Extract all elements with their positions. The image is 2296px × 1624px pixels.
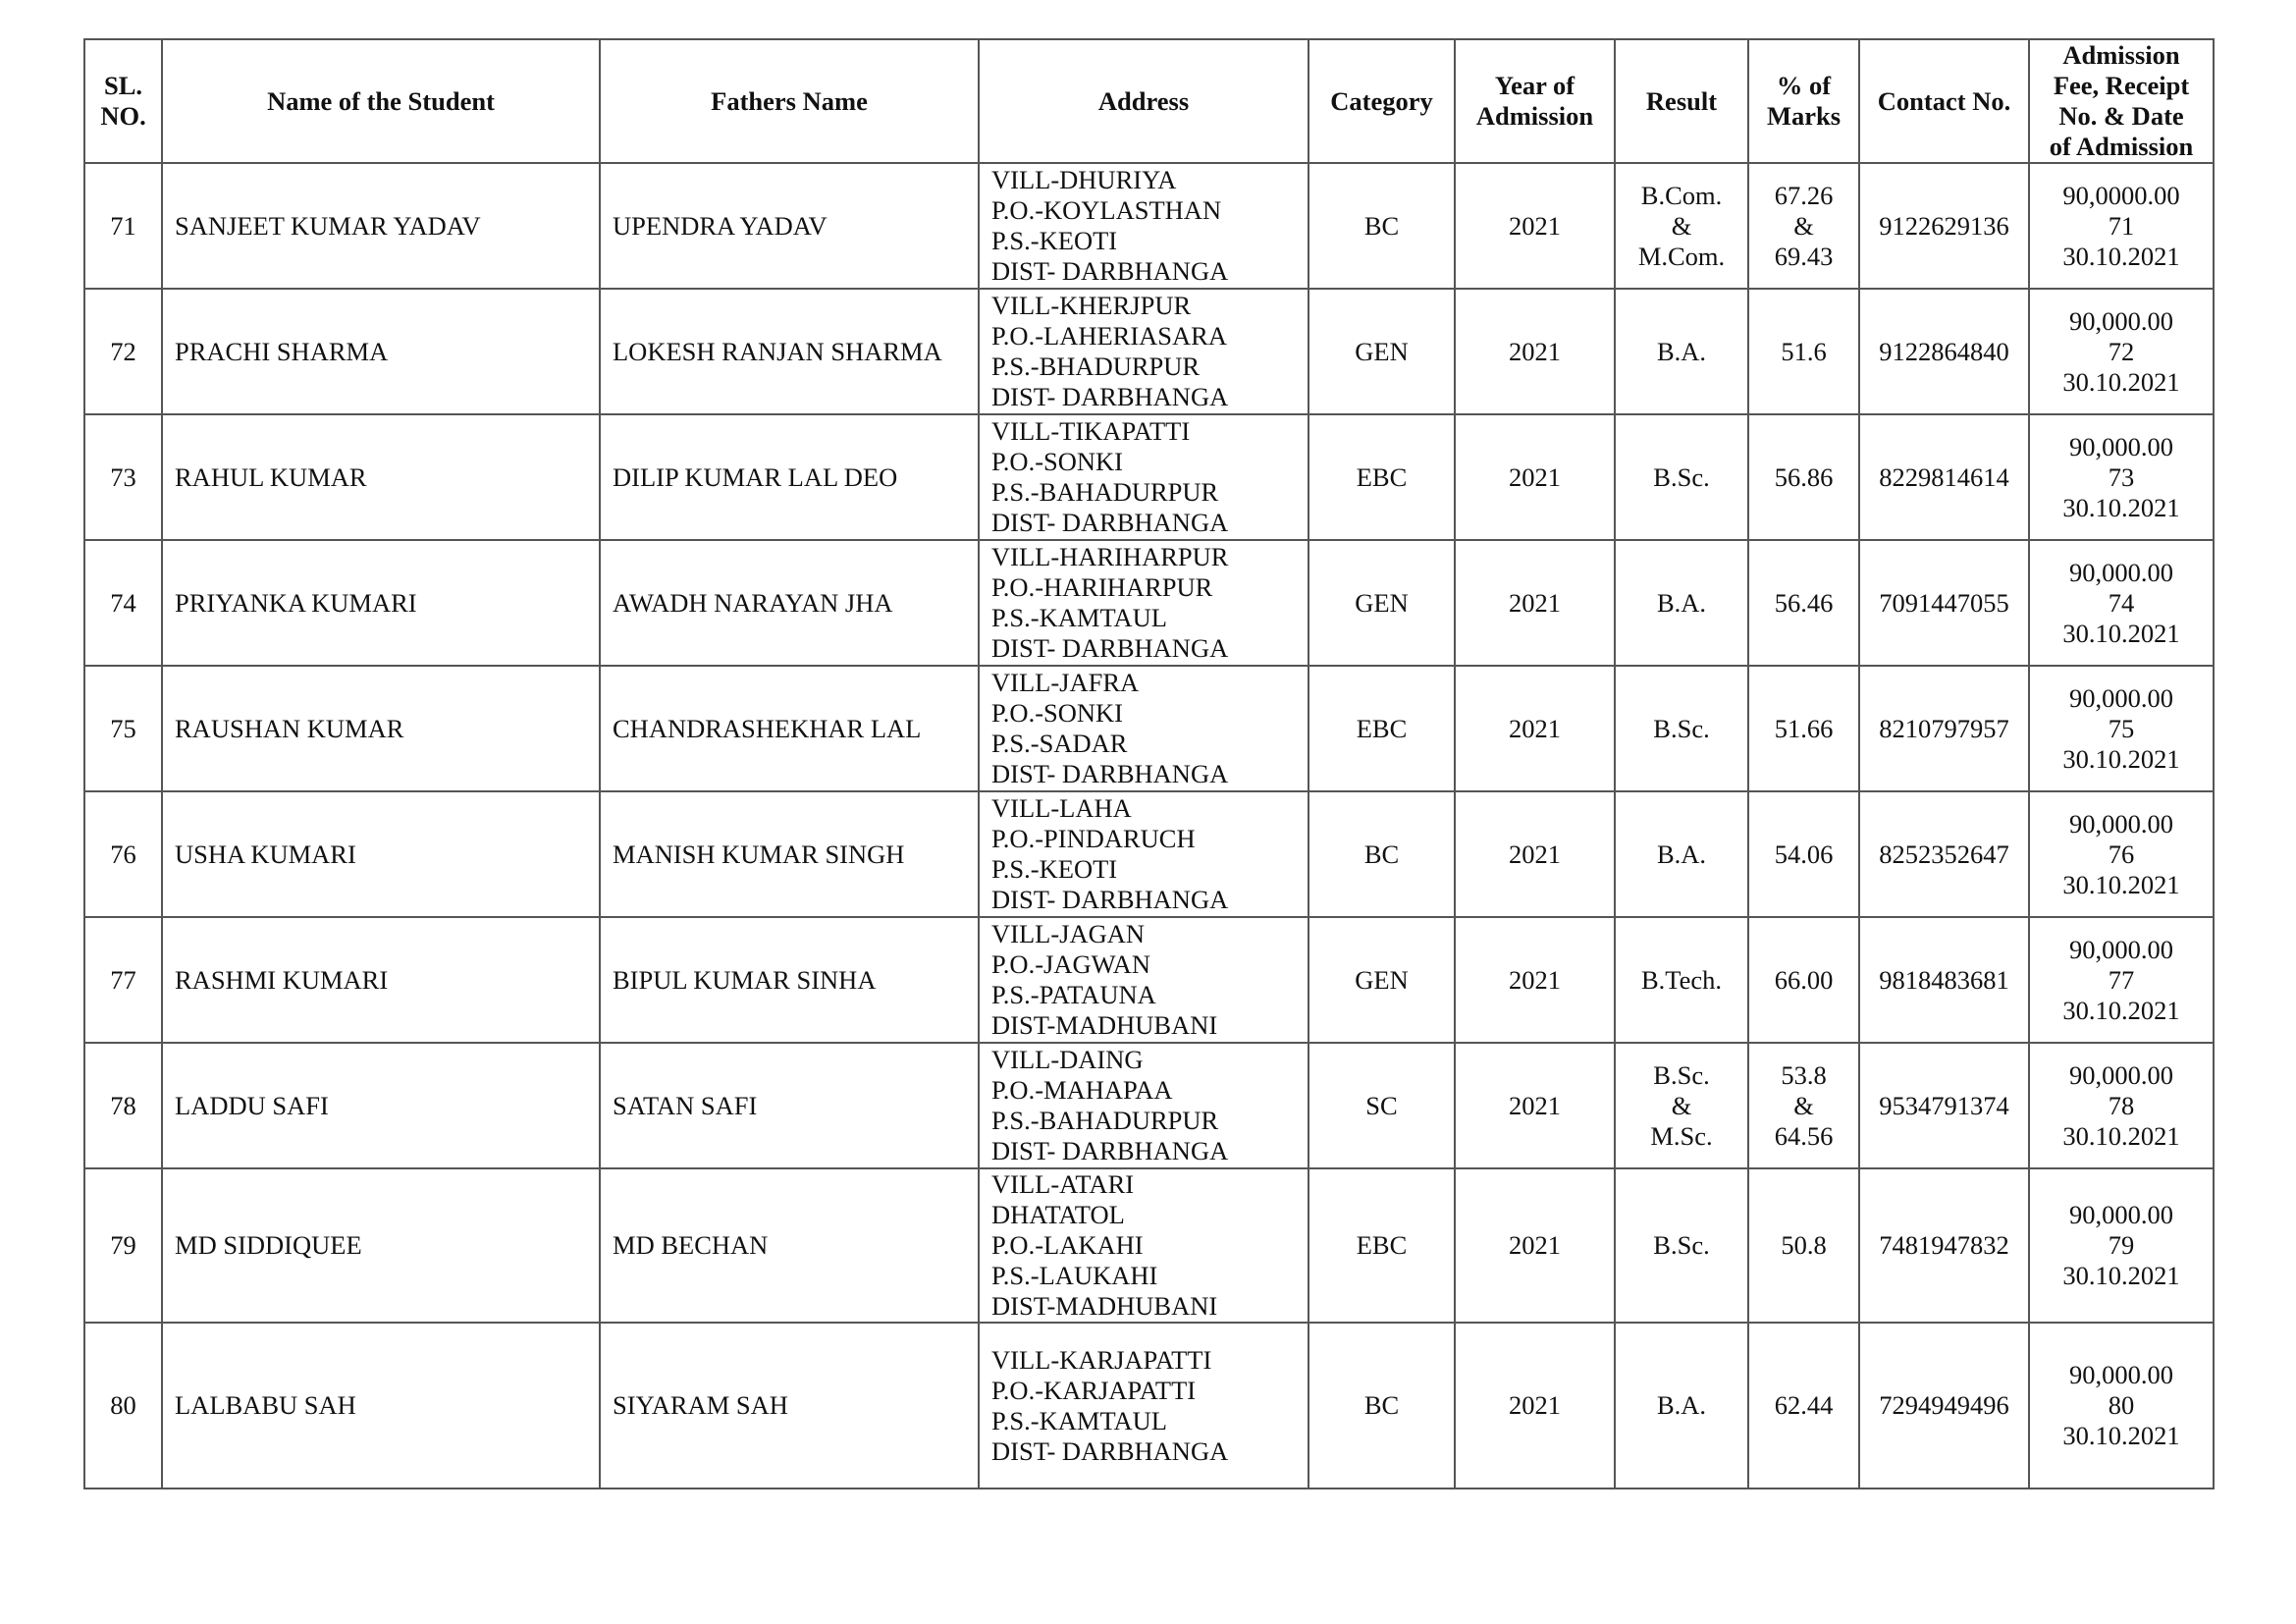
father-name-cell: SATAN SAFI (600, 1043, 979, 1168)
contact-cell: 7091447055 (1859, 540, 2029, 666)
result-cell (1615, 917, 1748, 1043)
father-name-cell: UPENDRA YADAV (600, 163, 979, 289)
category-cell: GEN (1308, 289, 1455, 414)
cell-line: P.O.-KARJAPATTI (991, 1375, 1197, 1405)
cell-line: B.Sc. (1653, 461, 1710, 492)
cell-line: 62.44 (1774, 1390, 1834, 1420)
student-name-cell: RAUSHAN KUMAR (162, 666, 600, 791)
header-line: Fee, Receipt (2053, 71, 2190, 100)
year-cell: 2021 (1455, 414, 1615, 540)
cell-line: DIST- DARBHANGA (991, 1136, 1229, 1165)
cell-line: B.Tech. (1640, 964, 1723, 995)
category-cell: EBC (1308, 666, 1455, 791)
fee-cell (2029, 289, 2214, 414)
result-cell (1615, 289, 1748, 414)
fee-cell (2029, 791, 2214, 917)
cell-line: VILL-JAFRA (991, 668, 1140, 697)
category-cell: EBC (1308, 414, 1455, 540)
address-cell (979, 414, 1308, 540)
fee-cell (2029, 414, 2214, 540)
cell-line: B.Sc. (1653, 1059, 1710, 1090)
cell-line: 56.86 (1774, 461, 1834, 492)
cell-line: B.A. (1656, 839, 1707, 869)
father-name-cell: AWADH NARAYAN JHA (600, 540, 979, 666)
contact-cell: 8229814614 (1859, 414, 2029, 540)
sl-no-cell: 73 (84, 414, 162, 540)
address-cell (979, 289, 1308, 414)
cell-line: 90,000.00 (2069, 934, 2173, 964)
father-name-cell: MD BECHAN (600, 1168, 979, 1323)
cell-line: 90,000.00 (2069, 1360, 2173, 1389)
cell-line: DIST-MADHUBANI (991, 1291, 1218, 1321)
admission-table (83, 38, 2215, 1489)
cell-line: 90,000.00 (2069, 1059, 2173, 1090)
address-cell (979, 791, 1308, 917)
header-category: Category (1308, 39, 1455, 163)
cell-line: 50.8 (1781, 1230, 1827, 1260)
cell-line: P.S.-KAMTAUL (991, 1405, 1167, 1435)
cell-line: DIST- DARBHANGA (991, 633, 1229, 663)
header-line: Admission (2062, 40, 2180, 70)
category-cell: EBC (1308, 1168, 1455, 1323)
header-student-name: Name of the Student (162, 39, 600, 163)
cell-line: 30.10.2021 (2062, 366, 2180, 397)
cell-line: P.S.-KAMTAUL (991, 603, 1167, 632)
cell-line: P.S.-SADAR (991, 729, 1128, 758)
cell-line: 73 (2108, 461, 2135, 492)
sl-no-cell: 80 (84, 1323, 162, 1489)
sl-no-cell: 72 (84, 289, 162, 414)
header-line: NO. (100, 101, 146, 131)
result-cell (1615, 1323, 1748, 1489)
fee-cell (2029, 917, 2214, 1043)
fee-cell (2029, 666, 2214, 791)
fee-cell (2029, 163, 2214, 289)
header-line: No. & Date (2058, 101, 2184, 131)
cell-line: VILL-JAGAN (991, 919, 1146, 948)
address-cell (979, 163, 1308, 289)
cell-line: B.Sc. (1653, 713, 1710, 743)
cell-line: 30.10.2021 (2062, 492, 2180, 522)
cell-line: 51.6 (1781, 336, 1827, 366)
address-cell (979, 1168, 1308, 1323)
contact-cell: 7481947832 (1859, 1168, 2029, 1323)
header-address: Address (979, 39, 1308, 163)
cell-line: 30.10.2021 (2062, 869, 2180, 899)
father-name-cell: DILIP KUMAR LAL DEO (600, 414, 979, 540)
table-row (84, 1043, 2214, 1168)
sl-no-cell: 78 (84, 1043, 162, 1168)
cell-line: P.O.-LAHERIASARA (991, 321, 1227, 351)
cell-line: P.S.-BAHADURPUR (991, 477, 1219, 507)
contact-cell: 9534791374 (1859, 1043, 2029, 1168)
cell-line: P.S.-KEOTI (991, 226, 1118, 255)
cell-line: P.O.-KOYLASTHAN (991, 195, 1222, 225)
cell-line: 80 (2108, 1390, 2135, 1420)
cell-line: B.A. (1656, 336, 1707, 366)
cell-line: DHATATOL (991, 1200, 1125, 1229)
fee-cell (2029, 1043, 2214, 1168)
cell-line: VILL-TIKAPATTI (991, 416, 1191, 446)
sl-no-cell: 76 (84, 791, 162, 917)
cell-line: P.O.-PINDARUCH (991, 824, 1196, 853)
contact-cell: 8210797957 (1859, 666, 2029, 791)
cell-line: B.Com. (1640, 180, 1723, 210)
cell-line: 74 (2108, 587, 2135, 618)
cell-line: 77 (2108, 964, 2135, 995)
marks-cell (1748, 163, 1859, 289)
header-result: Result (1615, 39, 1748, 163)
cell-line: & (1793, 1090, 1814, 1120)
father-name-cell: CHANDRASHEKHAR LAL (600, 666, 979, 791)
header-line: % of (1776, 71, 1832, 100)
table-row (84, 666, 2214, 791)
address-cell (979, 917, 1308, 1043)
year-cell: 2021 (1455, 540, 1615, 666)
header-line: SL. (103, 71, 143, 100)
cell-line: VILL-ATARI (991, 1169, 1135, 1199)
result-cell (1615, 540, 1748, 666)
year-cell: 2021 (1455, 666, 1615, 791)
cell-line: 30.10.2021 (2062, 743, 2180, 774)
father-name-cell: LOKESH RANJAN SHARMA (600, 289, 979, 414)
header-row (84, 39, 2214, 163)
year-cell: 2021 (1455, 917, 1615, 1043)
year-cell: 2021 (1455, 1323, 1615, 1489)
cell-line: 30.10.2021 (2062, 1261, 2180, 1290)
cell-line: 90,000.00 (2069, 557, 2173, 587)
cell-line: P.O.-SONKI (991, 447, 1123, 476)
student-name-cell: PRIYANKA KUMARI (162, 540, 600, 666)
result-cell (1615, 791, 1748, 917)
result-cell (1615, 414, 1748, 540)
cell-line: 72 (2108, 336, 2135, 366)
result-cell (1615, 1168, 1748, 1323)
result-cell (1615, 666, 1748, 791)
cell-line: DIST- DARBHANGA (991, 1435, 1229, 1466)
marks-cell (1748, 1323, 1859, 1489)
contact-cell: 9122864840 (1859, 289, 2029, 414)
cell-line: 64.56 (1774, 1120, 1834, 1151)
sl-no-cell: 79 (84, 1168, 162, 1323)
category-cell: BC (1308, 1323, 1455, 1489)
cell-line: & (1793, 210, 1814, 241)
cell-line: P.O.-MAHAPAA (991, 1075, 1173, 1105)
marks-cell (1748, 791, 1859, 917)
marks-cell (1748, 1168, 1859, 1323)
cell-line: 30.10.2021 (2062, 995, 2180, 1025)
cell-line: 53.8 (1781, 1059, 1827, 1090)
fee-cell (2029, 1323, 2214, 1489)
table-row (84, 289, 2214, 414)
year-cell: 2021 (1455, 791, 1615, 917)
cell-line: 79 (2108, 1230, 2135, 1260)
cell-line: 90,0000.00 (2062, 180, 2180, 210)
cell-line: DIST- DARBHANGA (991, 256, 1229, 286)
cell-line: 66.00 (1774, 964, 1834, 995)
cell-line: P.S.-BAHADURPUR (991, 1106, 1219, 1135)
student-name-cell: LALBABU SAH (162, 1323, 600, 1489)
header-sl-no (84, 39, 162, 163)
cell-line: 76 (2108, 839, 2135, 869)
cell-line: M.Com. (1637, 241, 1726, 271)
student-name-cell: RAHUL KUMAR (162, 414, 600, 540)
table-row (84, 1323, 2214, 1489)
cell-line: 90,000.00 (2069, 682, 2173, 713)
category-cell: BC (1308, 791, 1455, 917)
cell-line: 30.10.2021 (2062, 241, 2180, 271)
cell-line: P.S.-KEOTI (991, 854, 1118, 884)
contact-cell: 7294949496 (1859, 1323, 2029, 1489)
address-cell (979, 1043, 1308, 1168)
contact-cell: 8252352647 (1859, 791, 2029, 917)
student-name-cell: LADDU SAFI (162, 1043, 600, 1168)
year-cell: 2021 (1455, 1043, 1615, 1168)
cell-line: DIST- DARBHANGA (991, 885, 1229, 914)
cell-line: 54.06 (1774, 839, 1834, 869)
cell-line: DIST- DARBHANGA (991, 508, 1229, 537)
table-row (84, 917, 2214, 1043)
sl-no-cell: 77 (84, 917, 162, 1043)
cell-line: VILL-KARJAPATTI (991, 1344, 1212, 1375)
contact-cell: 9818483681 (1859, 917, 2029, 1043)
category-cell: GEN (1308, 917, 1455, 1043)
cell-line: 90,000.00 (2069, 1200, 2173, 1229)
cell-line: VILL-DAING (991, 1045, 1144, 1074)
father-name-cell: MANISH KUMAR SINGH (600, 791, 979, 917)
category-cell: BC (1308, 163, 1455, 289)
sl-no-cell: 74 (84, 540, 162, 666)
category-cell: SC (1308, 1043, 1455, 1168)
header-fee (2029, 39, 2214, 163)
cell-line: 30.10.2021 (2062, 1120, 2180, 1151)
marks-cell (1748, 666, 1859, 791)
cell-line: 30.10.2021 (2062, 1421, 2180, 1450)
father-name-cell: SIYARAM SAH (600, 1323, 979, 1489)
cell-line: B.A. (1656, 1390, 1707, 1420)
cell-line: DIST-MADHUBANI (991, 1010, 1218, 1040)
header-contact: Contact No. (1859, 39, 2029, 163)
header-father-name: Fathers Name (600, 39, 979, 163)
year-cell: 2021 (1455, 289, 1615, 414)
fee-cell (2029, 1168, 2214, 1323)
cell-line: DIST- DARBHANGA (991, 759, 1229, 788)
father-name-cell: BIPUL KUMAR SINHA (600, 917, 979, 1043)
cell-line: VILL-HARIHARPUR (991, 542, 1229, 571)
cell-line: 90,000.00 (2069, 808, 2173, 839)
header-line: of Admission (2049, 132, 2194, 161)
cell-line: 90,000.00 (2069, 431, 2173, 461)
cell-line: VILL-LAHA (991, 793, 1132, 823)
category-cell: GEN (1308, 540, 1455, 666)
cell-line: P.S.-BHADURPUR (991, 352, 1201, 381)
address-cell (979, 1323, 1308, 1489)
result-cell (1615, 163, 1748, 289)
marks-cell (1748, 917, 1859, 1043)
header-marks (1748, 39, 1859, 163)
cell-line: 56.46 (1774, 587, 1834, 618)
sl-no-cell: 71 (84, 163, 162, 289)
cell-line: 78 (2108, 1090, 2135, 1120)
cell-line: P.S.-LAUKAHI (991, 1261, 1158, 1290)
table-row (84, 414, 2214, 540)
student-name-cell: PRACHI SHARMA (162, 289, 600, 414)
student-name-cell: MD SIDDIQUEE (162, 1168, 600, 1323)
student-name-cell: RASHMI KUMARI (162, 917, 600, 1043)
marks-cell (1748, 540, 1859, 666)
result-cell (1615, 1043, 1748, 1168)
cell-line: 71 (2108, 210, 2135, 241)
header-year (1455, 39, 1615, 163)
cell-line: P.O.-JAGWAN (991, 949, 1150, 979)
cell-line: P.O.-HARIHARPUR (991, 572, 1213, 602)
cell-line: & (1671, 1090, 1692, 1120)
year-cell: 2021 (1455, 163, 1615, 289)
contact-cell: 9122629136 (1859, 163, 2029, 289)
header-line: Admission (1475, 101, 1594, 131)
table-row (84, 791, 2214, 917)
header-line: Marks (1766, 101, 1842, 131)
cell-line: VILL-DHURIYA (991, 165, 1177, 194)
table-row (84, 540, 2214, 666)
cell-line: 51.66 (1774, 713, 1834, 743)
address-cell (979, 540, 1308, 666)
table-row (84, 163, 2214, 289)
cell-line: M.Sc. (1650, 1120, 1713, 1151)
cell-line: 67.26 (1774, 180, 1834, 210)
cell-line: & (1671, 210, 1692, 241)
marks-cell (1748, 1043, 1859, 1168)
header-line: Year of (1494, 71, 1575, 100)
fee-cell (2029, 540, 2214, 666)
cell-line: P.O.-LAKAHI (991, 1230, 1144, 1260)
marks-cell (1748, 414, 1859, 540)
table-row (84, 1168, 2214, 1323)
cell-line: 90,000.00 (2069, 305, 2173, 336)
student-name-cell: SANJEET KUMAR YADAV (162, 163, 600, 289)
student-name-cell: USHA KUMARI (162, 791, 600, 917)
cell-line: P.O.-SONKI (991, 698, 1123, 728)
cell-line: B.Sc. (1653, 1230, 1710, 1260)
cell-line: VILL-KHERJPUR (991, 291, 1192, 320)
cell-line: P.S.-PATAUNA (991, 980, 1156, 1009)
sl-no-cell: 75 (84, 666, 162, 791)
year-cell: 2021 (1455, 1168, 1615, 1323)
cell-line: 30.10.2021 (2062, 618, 2180, 648)
cell-line: 69.43 (1774, 241, 1834, 271)
cell-line: DIST- DARBHANGA (991, 382, 1229, 411)
cell-line: 75 (2108, 713, 2135, 743)
marks-cell (1748, 289, 1859, 414)
cell-line: B.A. (1656, 587, 1707, 618)
address-cell (979, 666, 1308, 791)
